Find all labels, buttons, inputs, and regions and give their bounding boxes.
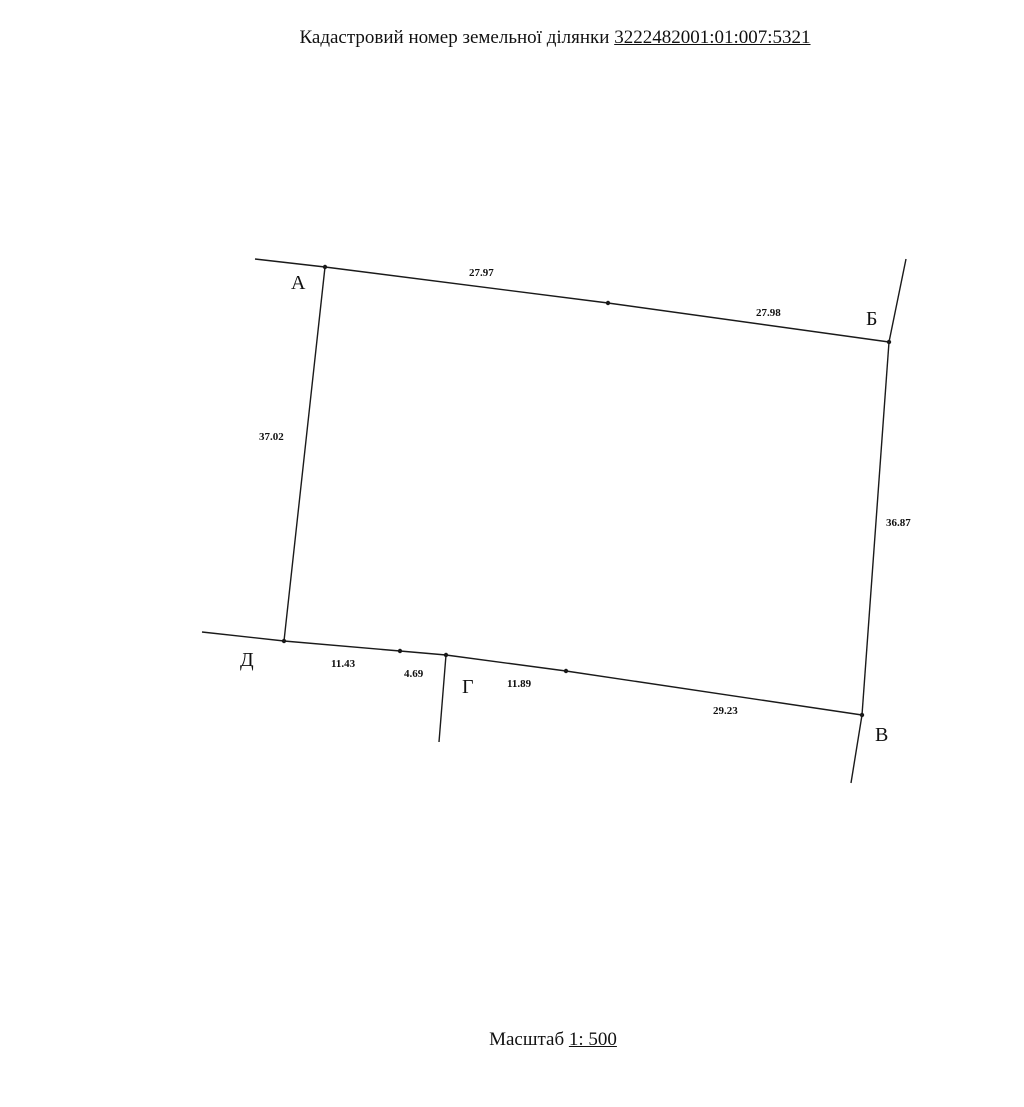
vertex-label-a: А (291, 272, 306, 294)
vertex-label-g: Г (462, 676, 474, 698)
vertex-label-d: Д (240, 649, 254, 671)
boundary-point-a (323, 265, 327, 269)
boundary-extension-right-top (889, 259, 906, 342)
distance-label-da: 37.02 (259, 431, 284, 443)
boundary-point-vg-mid (564, 669, 568, 673)
scale-value: 1: 500 (568, 1029, 617, 1050)
boundary-extension-right-bottom (851, 715, 862, 783)
boundary-point-d (282, 639, 286, 643)
boundary-point-b (887, 340, 891, 344)
distance-label-vg-2: 11.89 (507, 678, 532, 690)
cadastral-label: Кадастровий номер земельної ділянки (299, 27, 610, 48)
distance-label-bv: 36.87 (886, 517, 911, 529)
plot-boundary-bv (862, 342, 889, 715)
vertex-label-v: В (875, 724, 889, 746)
cadastral-number: 3222482001:01:007:5321 (614, 27, 811, 48)
boundary-extension-g-down (439, 655, 446, 742)
scale-caption (0, 1029, 1024, 1051)
distance-label-ab-2: 27.98 (756, 307, 781, 319)
boundary-extension-top-left (255, 259, 325, 267)
distance-label-vg-1: 29.23 (713, 705, 738, 717)
distance-label-ab-1: 27.97 (469, 267, 494, 279)
distance-label-gd-2: 11.43 (331, 658, 356, 670)
vertex-label-b: Б (866, 308, 878, 330)
boundary-point-ab-mid (606, 301, 610, 305)
plot-boundary-gd (284, 641, 446, 655)
plot-boundary-da (284, 267, 325, 641)
distance-label-gd-1: 4.69 (404, 668, 424, 680)
boundary-point-v (860, 713, 864, 717)
boundary-point-g (444, 653, 448, 657)
boundary-extension-left-bottom (202, 632, 284, 641)
boundary-point-gd-mid (398, 649, 402, 653)
scale-label: Масштаб (489, 1029, 565, 1050)
